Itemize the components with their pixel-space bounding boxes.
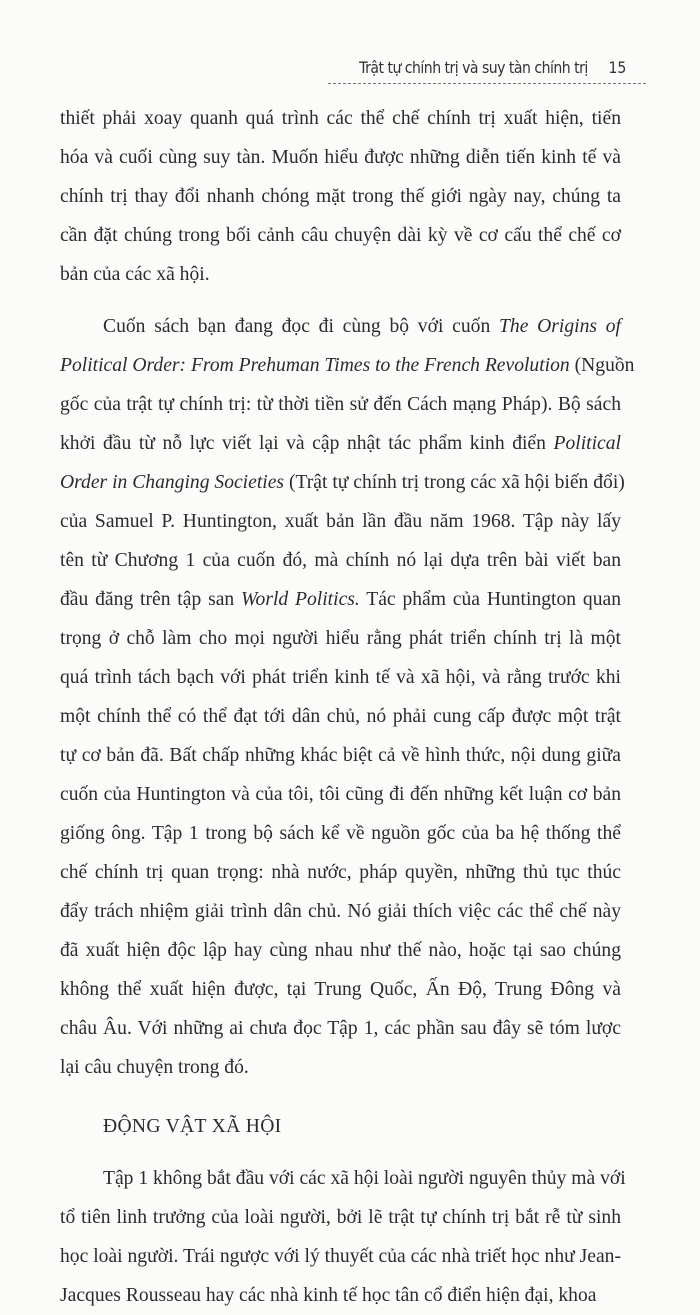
text-span: Cuốn sách bạn đang đọc đi cùng bộ với cuốn	[103, 316, 499, 337]
text-line	[60, 931, 621, 970]
text-span: hóa và cuối cùng suy tàn. Muốn hiểu được những diễn tiến kinh tế và	[60, 147, 621, 168]
text-line	[60, 775, 621, 814]
text-line	[60, 255, 621, 294]
text-span: cuốn của Huntington và của tôi, tôi cũng đi đến những kết luận cơ bản	[60, 784, 621, 805]
paragraph-gap	[60, 294, 621, 307]
italic-title: Political	[553, 433, 621, 454]
text-span: giống ông. Tập 1 trong bộ sách kể về nguồn gốc của ba hệ thống thể	[60, 823, 621, 844]
text-span: của Samuel P. Huntington, xuất bản lần đầu năm 1968. Tập này lấy	[60, 511, 621, 532]
text-line	[60, 970, 621, 1009]
italic-title: Order in Changing Societies	[60, 472, 285, 493]
text-span: tên từ Chương 1 của cuốn đó, mà chính nó lại dựa trên bài viết ban	[60, 550, 621, 571]
text-span: chính trị thay đổi nhanh chóng mặt trong thế giới ngày nay, chúng ta	[60, 186, 621, 207]
text-span: lại câu chuyện trong đó.	[60, 1057, 249, 1078]
text-line	[60, 1159, 626, 1198]
text-line	[60, 892, 621, 931]
text-line	[60, 138, 621, 177]
paragraph	[60, 99, 621, 294]
text-line	[60, 1198, 621, 1237]
text-line	[60, 814, 621, 853]
text-span: (Nguồn	[569, 355, 635, 376]
paragraph	[60, 1159, 626, 1315]
text-line	[60, 99, 621, 138]
text-line	[60, 424, 621, 463]
text-span: Jacques Rousseau hay các nhà kinh tế học tân cổ điển hiện đại, khoa	[60, 1285, 597, 1306]
running-header	[328, 58, 646, 84]
paragraph	[60, 307, 635, 1087]
text-line	[60, 1048, 621, 1087]
text-line	[60, 853, 621, 892]
text-span: quá trình tách bạch với phát triển kinh tế và xã hội, và rằng trước khi	[60, 667, 621, 688]
text-span: khởi đầu từ nỗ lực viết lại và cập nhật tác phẩm kinh điển	[60, 433, 554, 454]
italic-title: The Origins of	[499, 316, 621, 337]
section-heading: ĐỘNG VẬT XÃ HỘI	[103, 1116, 282, 1137]
page-body	[60, 99, 635, 1315]
text-span: chế chính trị quan trọng: nhà nước, pháp quyền, những thủ tục thúc	[60, 862, 621, 883]
text-span: bản của các xã hội.	[60, 264, 210, 285]
text-span: (Trật tự chính trị trong các xã hội biến đổi)	[284, 472, 625, 493]
text-line	[60, 1009, 621, 1048]
text-span: học loài người. Trái ngược với lý thuyết của các nhà triết học như Jean-	[60, 1246, 621, 1267]
text-line	[60, 307, 621, 346]
italic-title: Political Order: From Prehuman Times to the French Revolution	[60, 355, 570, 376]
text-line	[60, 385, 621, 424]
header-dashed-rule	[328, 83, 646, 84]
text-line	[60, 1237, 621, 1276]
text-line	[60, 216, 621, 255]
text-span: thiết phải xoay quanh quá trình các thể chế chính trị xuất hiện, tiến	[60, 108, 621, 129]
text-span: trọng ở chỗ làm cho mọi người hiểu rằng phát triển chính trị là một	[60, 628, 621, 649]
text-span: Tập 1 không bắt đầu với các xã hội loài người nguyên thủy mà với	[103, 1168, 626, 1189]
text-line	[60, 177, 621, 216]
text-span: châu Âu. Với những ai chưa đọc Tập 1, các phần sau đây sẽ tóm lược	[60, 1018, 621, 1039]
text-line	[60, 541, 621, 580]
text-line	[60, 658, 621, 697]
text-line	[60, 502, 621, 541]
text-span: không thể xuất hiện được, tại Trung Quốc, Ấn Độ, Trung Đông và	[60, 979, 621, 1000]
text-span: đẩy trách nhiệm giải trình dân chủ. Nó giải thích việc các thể chế này	[60, 901, 621, 922]
text-span: một chính thể có thể đạt tới dân chủ, nó phải cung cấp được một trật	[60, 706, 621, 727]
text-line	[60, 580, 621, 619]
text-line	[60, 346, 635, 385]
italic-title: World Politics.	[241, 589, 360, 610]
text-line	[60, 619, 621, 658]
text-span: gốc của trật tự chính trị: từ thời tiền sử đến Cách mạng Pháp). Bộ sách	[60, 394, 621, 415]
text-line	[60, 697, 621, 736]
text-span: Tác phẩm của Huntington quan	[359, 589, 621, 610]
running-title: Trật tự chính trị và suy tàn chính trị	[359, 58, 588, 77]
text-span: cần đặt chúng trong bối cảnh câu chuyện dài kỳ về cơ cấu thể chế cơ	[60, 225, 621, 246]
text-span: tự cơ bản đã. Bất chấp những khác biệt cả về hình thức, nội dung giữa	[60, 745, 621, 766]
text-line	[60, 463, 625, 502]
text-line	[60, 1276, 621, 1315]
text-span: tổ tiên linh trưởng của loài người, bởi lẽ trật tự chính trị bắt rễ từ sinh	[60, 1207, 621, 1228]
text-span: đầu đăng trên tập san	[60, 589, 242, 610]
page-number: 15	[608, 58, 626, 77]
text-line	[60, 736, 621, 775]
text-span: đã xuất hiện độc lập hay cùng nhau như thế nào, hoặc tại sao chúng	[60, 940, 621, 961]
